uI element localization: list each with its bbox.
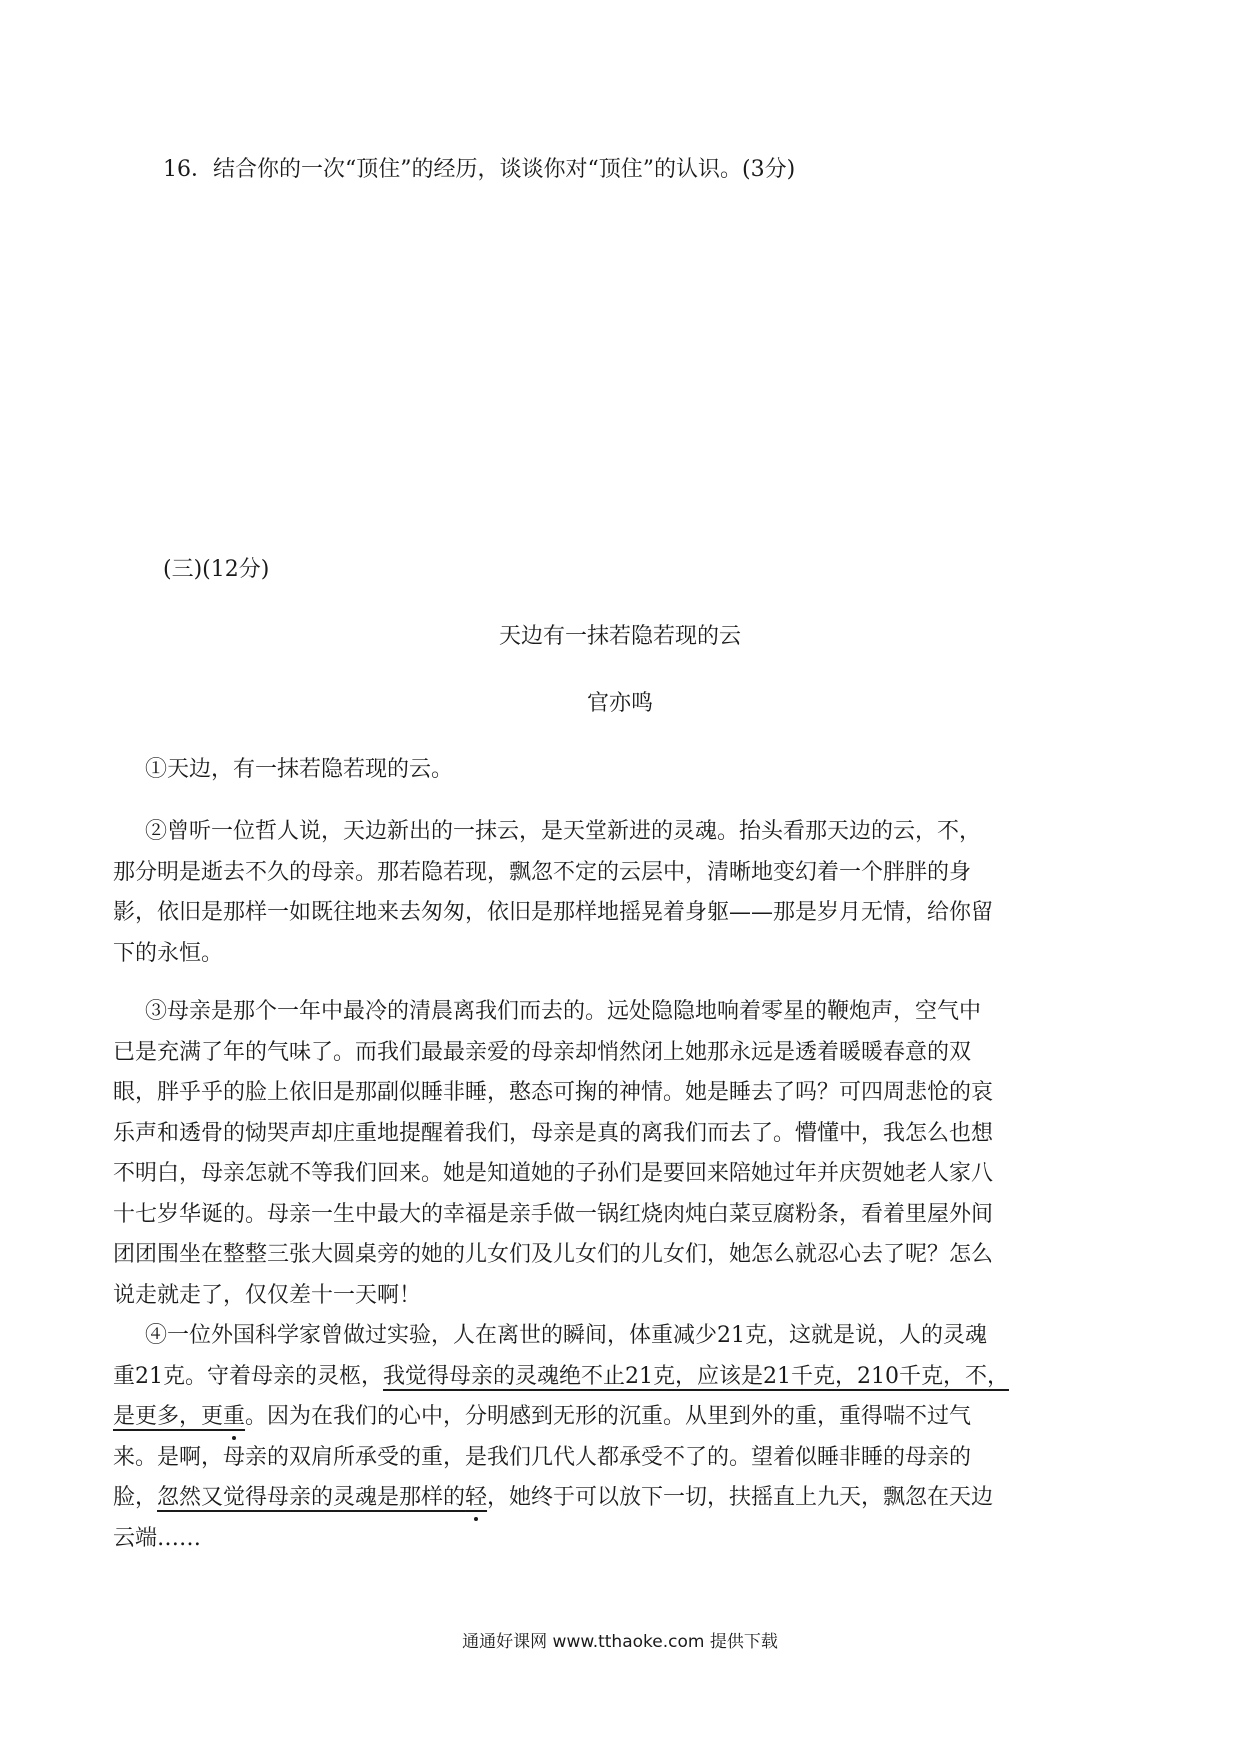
section-heading: (三)(12分)	[163, 557, 270, 582]
plain-text: 。因为在我们的心中，分明感到无形的沉重。从里到外的重，重得喘不过气	[245, 1404, 972, 1429]
paragraph-line: ①天边，有一抹若隐若现的云。	[145, 757, 454, 782]
paragraph-line	[113, 1397, 1133, 1438]
paragraph-line: 已是充满了年的气味了。而我们最最亲爱的母亲却悄然闭上她那永远是透着暖暖春意的双	[113, 1039, 972, 1065]
plain-text: ，她终于可以放下一切，扶摇直上九天，飘忽在天边	[487, 1485, 994, 1510]
underlined-text: 是更多，更	[113, 1404, 224, 1429]
emphasis-dot-char: 重	[223, 1404, 246, 1429]
plain-text: 重21克。守着母亲的灵柩，	[113, 1363, 383, 1389]
paragraph-line: 不明白，母亲怎就不等我们回来。她是知道她的子孙们是要回来陪她过年并庆贺她老人家八	[113, 1161, 994, 1186]
underlined-sentence: 我觉得母亲的灵魂绝不止21克，应该是21千克，210千克，不，	[383, 1363, 1009, 1389]
paragraph-line: 影，依旧是那样一如既往地来去匆匆，依旧是那样地摇晃着身躯——那是岁月无情，给你留	[113, 900, 994, 925]
question-16: 16．结合你的一次“顶住”的经历，谈谈你对“顶住”的认识。(3分)	[163, 157, 796, 182]
footer-credit: 通通好课网 www.tthaoke.com 提供下载	[462, 1632, 778, 1652]
paragraph-line: 十七岁华诞的。母亲一生中最大的幸福是亲手做一锅红烧肉炖白菜豆腐粉条，看着里屋外间	[113, 1201, 994, 1227]
paragraph-4	[113, 1316, 1133, 1559]
paragraph-1	[113, 750, 1133, 791]
article-title: 天边有一抹若隐若现的云	[498, 624, 741, 649]
underlined-text: 忽然又觉得母亲的灵魂是那样的	[157, 1485, 466, 1510]
paragraph-line: 那分明是逝去不久的母亲。那若隐若现，飘忽不定的云层中，清晰地变幻着一个胖胖的身	[113, 859, 972, 885]
paragraph-line: 团团围坐在整整三张大圆桌旁的她的儿女们及儿女们的儿女们，她怎么就忍心去了呢？怎么	[113, 1242, 994, 1267]
paragraph-line: 乐声和透骨的恸哭声却庄重地提醒着我们，母亲是真的离我们而去了。懵懂中，我怎么也想	[113, 1120, 994, 1146]
paragraph-line: 来。是啊，母亲的双肩所承受的重，是我们几代人都承受不了的。望着似睡非睡的母亲的	[113, 1444, 972, 1470]
paragraph-line: ④一位外国科学家曾做过实验，人在离世的瞬间，体重减少21克，这就是说，人的灵魂	[145, 1323, 987, 1348]
underlined-sentence	[113, 1404, 245, 1429]
paragraph-line: ③母亲是那个一年中最冷的清晨离我们而去的。远处隐隐地响着零星的鞭炮声，空气中	[145, 999, 982, 1024]
paragraph-line: 云端……	[113, 1525, 202, 1551]
paragraph-line	[113, 1478, 1133, 1519]
paragraph-line	[113, 1357, 1133, 1398]
paragraph-2	[113, 812, 1133, 974]
article-author: 官亦鸣	[586, 691, 653, 716]
paragraph-3	[113, 992, 1133, 1316]
emphasis-dot-char: 轻	[465, 1485, 488, 1510]
paragraph-line: 下的永恒。	[113, 940, 224, 966]
paragraph-line: ②曾听一位哲人说，天边新出的一抹云，是天堂新进的灵魂。抬头看那天边的云，不，	[145, 819, 982, 844]
underlined-sentence	[157, 1485, 487, 1510]
paragraph-line: 眼，胖乎乎的脸上依旧是那副似睡非睡，憨态可掬的神情。她是睡去了吗？可四周悲怆的哀	[113, 1080, 994, 1105]
paragraph-line: 说走就走了，仅仅差十一天啊！	[113, 1282, 422, 1308]
plain-text: 脸，	[113, 1485, 158, 1510]
